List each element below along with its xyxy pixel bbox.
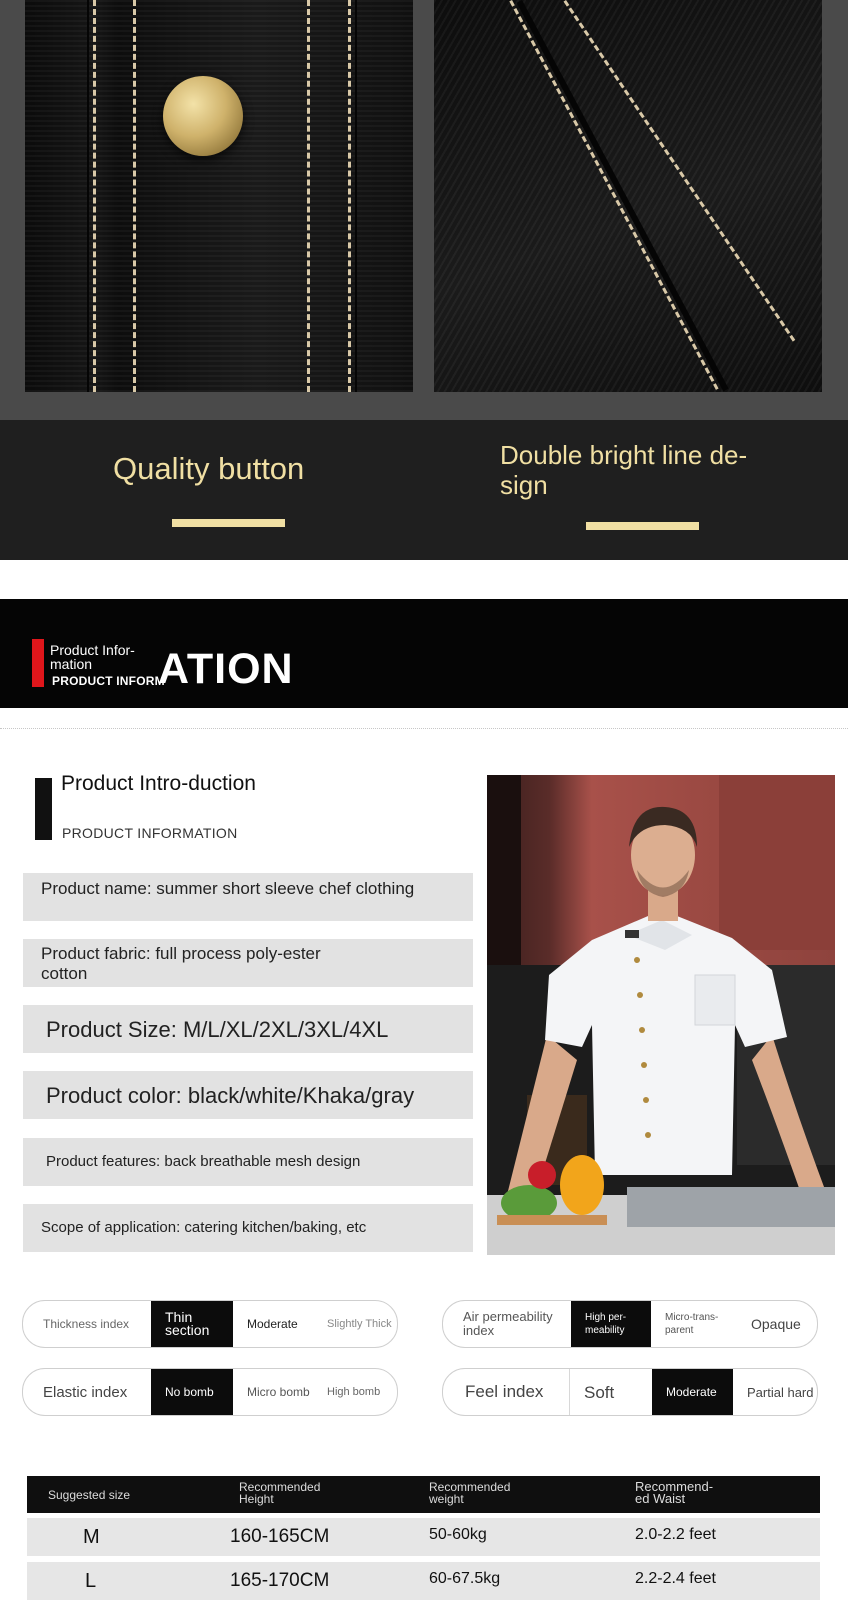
waist-cell: 2.2-2.4 feet (635, 1570, 716, 1587)
size-cell: L (85, 1570, 97, 1592)
header-weight: Recommended weight (429, 1480, 511, 1506)
feel-index-pill (442, 1368, 818, 1416)
stitch-line (93, 0, 96, 392)
thickness-option-thin[interactable]: Thin section (151, 1301, 233, 1347)
size-table-header (27, 1476, 820, 1513)
header-height: Recommended Height (239, 1480, 321, 1506)
placket-edge (355, 0, 357, 392)
spec-row (23, 1204, 473, 1252)
intro-title: Product Intro-duction (61, 772, 256, 795)
spec-product-features: Product features: back breathable mesh design (46, 1153, 361, 1170)
feel-option-moderate[interactable]: Moderate (652, 1369, 733, 1415)
product-information-banner (0, 599, 848, 708)
spec-product-color: Product color: black/white/Khaka/gray (46, 1083, 415, 1108)
chef-illustration (487, 775, 835, 1255)
air-option-opaque[interactable]: Opaque (751, 1315, 801, 1332)
thickness-option-slightly-thick[interactable]: Slightly Thick (327, 1317, 392, 1330)
banner-caps-title: PRODUCT INFORM (52, 674, 165, 688)
quality-button-caption: Quality button (113, 451, 305, 486)
height-cell: 165-170CM (230, 1570, 330, 1591)
gold-button-icon (163, 76, 243, 156)
banner-big-title: ATION (158, 645, 294, 693)
spec-row (23, 1071, 473, 1119)
header-suggested-size: Suggested size (48, 1488, 131, 1502)
feel-option-soft[interactable]: Soft (584, 1382, 615, 1402)
stitch-line (509, 0, 718, 390)
elastic-index-label: Elastic index (43, 1383, 128, 1401)
height-cell: 160-165CM (230, 1526, 330, 1547)
header-waist: Recommend-ed Waist (635, 1479, 714, 1506)
accent-bar (32, 639, 44, 687)
spec-product-name: Product name: summer short sleeve chef clothing (41, 879, 415, 898)
elastic-option-micro-bomb[interactable]: Micro bomb (247, 1384, 310, 1399)
spec-row (23, 1005, 473, 1053)
caption-underline (586, 522, 699, 530)
double-line-photo (434, 0, 822, 392)
air-permeability-index-label: Air permeability index (463, 1309, 553, 1338)
spec-row (23, 1138, 473, 1186)
caption-band (0, 420, 848, 560)
waist-cell: 2.0-2.2 feet (635, 1526, 716, 1543)
elastic-index-pill (22, 1368, 398, 1416)
air-permeability-index-pill (442, 1300, 818, 1348)
air-option-high-permeability[interactable]: High per-meability (571, 1301, 651, 1347)
elastic-option-no-bomb[interactable]: No bomb (151, 1369, 233, 1415)
weight-cell: 60-67.5kg (429, 1570, 501, 1587)
section-marker (35, 778, 52, 840)
spec-row (23, 873, 473, 921)
feel-index-label: Feel index (465, 1382, 544, 1401)
double-line-caption: Double bright line de-sign (500, 440, 748, 500)
thickness-index-label: Thickness index (43, 1317, 130, 1331)
table-row (27, 1562, 820, 1600)
stitch-line (348, 0, 351, 392)
feel-option-partial-hard[interactable]: Partial hard (747, 1384, 814, 1400)
stitch-line (307, 0, 310, 392)
weight-cell: 50-60kg (429, 1526, 487, 1543)
chef-model-photo (487, 775, 835, 1255)
table-row (27, 1518, 820, 1556)
spec-product-size: Product Size: M/L/XL/2XL/3XL/4XL (46, 1017, 389, 1042)
spec-row (23, 939, 473, 987)
thickness-index-pill (22, 1300, 398, 1348)
banner-small-title: Product Infor-mation (50, 642, 135, 672)
stitch-line (133, 0, 136, 392)
size-cell: M (83, 1526, 100, 1548)
intro-subtitle: PRODUCT INFORMATION (62, 825, 238, 841)
spec-scope: Scope of application: catering kitchen/baking, etc (41, 1219, 367, 1236)
air-option-micro-transparent[interactable]: Micro-trans-parent (665, 1312, 719, 1336)
placket-edge (87, 0, 89, 392)
caption-underline (172, 519, 285, 527)
divider (0, 728, 848, 729)
fabric-detail-section (0, 0, 848, 560)
thickness-option-moderate[interactable]: Moderate (247, 1316, 298, 1331)
quality-button-photo (25, 0, 413, 392)
spec-product-fabric: Product fabric: full process poly-ester cotton (41, 944, 321, 983)
stitch-line (564, 0, 796, 342)
elastic-option-high-bomb[interactable]: High bomb (327, 1385, 381, 1398)
